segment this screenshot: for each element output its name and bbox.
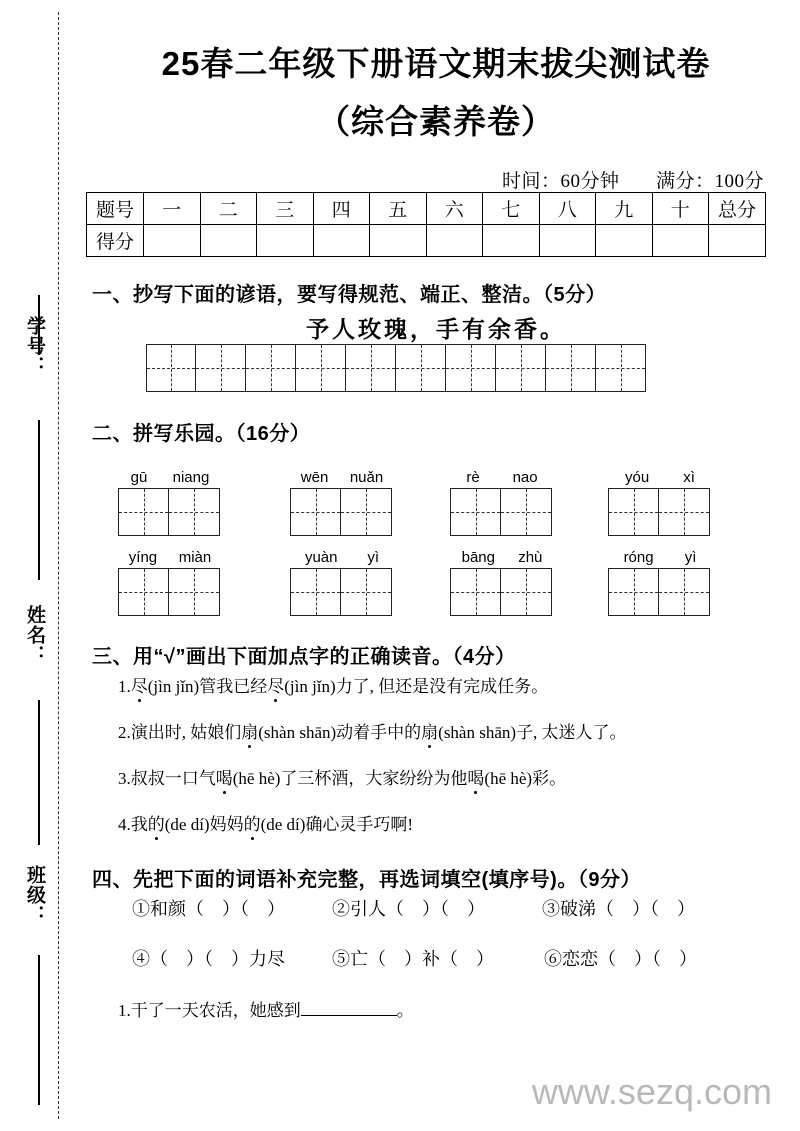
pinyin-answer-boxes[interactable] [118,568,222,616]
pinyin-label [290,549,394,566]
sentence-text: 妈妈 [209,815,244,834]
sentence-text: 叔叔一口气 [130,769,216,788]
pinyin-syllable: miàn [178,549,212,566]
pinyin-choice-options[interactable]: (jìn jǐn) [147,677,200,696]
pinyin-syllable: nuǎn [349,469,384,486]
pronunciation-item [118,764,566,789]
copy-grid-cell[interactable] [396,344,446,392]
pinyin-syllable: xì [683,469,695,486]
pinyin-word-group [450,469,554,536]
copy-grid-cell[interactable] [196,344,246,392]
sentence-text: 子, 太迷人了。 [516,723,627,742]
idiom-row [132,895,702,921]
name-label: 姓名： [24,605,45,665]
pinyin-word-group [450,549,554,616]
score-table-header-cell: 二 [200,193,257,225]
sentence-text: 。 [396,1001,414,1020]
total-score: 满分：100分 [655,171,764,192]
idiom-item[interactable]: ①和颜（ ）（ ） [132,899,285,919]
sentence-text: 演出时, 姑娘们 [130,723,242,742]
binding-margin [0,0,86,1131]
pinyin-label [450,549,554,566]
pinyin-answer-boxes[interactable] [608,568,712,616]
pinyin-grid-cell[interactable] [169,568,220,616]
pinyin-word-group [118,469,222,536]
pronunciation-item [118,672,548,697]
score-table-header-cell: 九 [596,193,653,225]
pinyin-grid-cell[interactable] [501,568,552,616]
pinyin-syllable: yì [367,549,380,566]
pinyin-grid-cell[interactable] [290,568,341,616]
copy-grid-cell[interactable] [496,344,546,392]
copy-grid-cell[interactable] [446,344,496,392]
score-table-score-cell[interactable] [709,225,766,257]
score-table-header-cell: 四 [313,193,370,225]
copy-grid-cell[interactable] [146,344,196,392]
pinyin-choice-options[interactable]: (jìn jǐn) [284,677,336,696]
score-table-row-label: 题号 [87,193,144,225]
pinyin-choice-options[interactable]: (de dí) [260,815,306,834]
pinyin-grid-cell[interactable] [450,568,501,616]
pinyin-syllable: yì [684,549,697,566]
pinyin-grid-cell[interactable] [450,488,501,536]
answer-blank[interactable] [301,1001,397,1016]
score-table-score-cell[interactable] [426,225,483,257]
copy-grid-cell[interactable] [296,344,346,392]
pinyin-choice-options[interactable]: (shàn shān) [438,723,517,742]
idiom-item[interactable]: ②引人（ ）（ ） [332,899,485,919]
score-table-header-cell: 一 [144,193,201,225]
pinyin-grid-cell[interactable] [659,488,710,536]
pronunciation-item [118,810,413,835]
pinyin-grid-cell[interactable] [501,488,552,536]
pinyin-grid-cell[interactable] [659,568,710,616]
page-subtitle: （综合素养卷） [317,103,555,140]
pinyin-word-group [290,549,394,616]
fill-blank-item [118,996,414,1021]
pinyin-syllable: niang [172,469,210,486]
item-number: 1. [118,677,131,696]
copy-grid-cell[interactable] [596,344,646,392]
sentence-text: 力了, 但还是没有完成任务。 [335,677,549,696]
item-number: 2. [118,723,131,742]
class-label: 班级： [24,865,45,925]
score-table-header-cell: 十 [652,193,709,225]
score-table [86,192,766,257]
pinyin-syllable: yíng [128,549,158,566]
item-number: 1. [118,1001,131,1020]
exam-meta [502,166,764,193]
score-table-score-cell[interactable] [144,225,201,257]
score-table-header-cell: 七 [483,193,540,225]
sentence-text: 管我已经 [199,677,268,696]
table-row [87,193,766,225]
pinyin-answer-boxes[interactable] [608,488,712,536]
item-number: 3. [118,769,131,788]
pinyin-syllable: yóu [625,469,650,486]
score-table-score-cell[interactable] [539,225,596,257]
margin-rule-2 [38,420,40,580]
pinyin-word-group [290,469,394,536]
score-table-header-cell: 六 [426,193,483,225]
sentence-text: 我 [130,815,148,834]
score-table-score-cell[interactable] [483,225,540,257]
copy-grid-cell[interactable] [246,344,296,392]
pinyin-label [608,469,712,486]
table-row [87,225,766,257]
pinyin-syllable: gū [130,469,148,486]
score-table-score-cell[interactable] [313,225,370,257]
pinyin-choice-options[interactable]: (shàn shān) [258,723,337,742]
item-number: 4. [118,815,131,834]
pinyin-label [290,469,394,486]
copy-writing-grid[interactable] [146,344,646,392]
pinyin-grid-cell[interactable] [118,488,169,536]
pinyin-syllable: yuàn [304,549,338,566]
pinyin-syllable: rè [466,469,480,486]
proverb-text: 予人玫瑰，手有余香。 [306,317,566,342]
pinyin-answer-boxes[interactable] [450,568,554,616]
pinyin-grid-cell[interactable] [608,488,659,536]
pinyin-word-group [608,469,712,536]
student-id-label: 学号： [24,316,45,376]
pinyin-choice-options[interactable]: (de dí) [164,815,210,834]
pinyin-label [118,469,222,486]
pinyin-answer-boxes[interactable] [290,488,394,536]
pinyin-grid-cell[interactable] [341,568,392,616]
score-table-row-label: 得分 [87,225,144,257]
idiom-item[interactable]: ⑥恋恋（ ）（ ） [544,949,697,969]
site-watermark: www.sezq.com [531,1071,772,1112]
margin-rule-4 [38,955,40,1105]
section-1-heading: 一、抄写下面的谚语，要写得规范、端正、整洁。（5分） [92,284,607,306]
pinyin-syllable: wēn [300,469,329,486]
marked-character: 尽 [131,672,148,697]
score-table-score-cell[interactable] [370,225,427,257]
pinyin-syllable: zhù [518,549,543,566]
idiom-item[interactable]: ③破涕（ ）（ ） [542,899,695,919]
copy-grid-cell[interactable] [546,344,596,392]
sentence-text: 干了一天农活，她感到 [130,1001,301,1020]
pinyin-answer-boxes[interactable] [450,488,554,536]
marked-character: 扇 [241,718,258,743]
pinyin-grid-cell[interactable] [341,488,392,536]
time-limit: 时间：60分钟 [501,171,620,192]
pinyin-word-group [118,549,222,616]
pinyin-grid-cell[interactable] [169,488,220,536]
margin-rule-3 [38,700,40,845]
marked-character: 喝 [467,764,484,789]
marked-character: 扇 [421,718,438,743]
marked-character: 的 [148,810,165,835]
pinyin-choice-options[interactable]: (hē hè) [232,769,281,788]
pinyin-label [450,469,554,486]
marked-character: 喝 [216,764,233,789]
pinyin-choice-options[interactable]: (hē hè) [484,769,533,788]
pinyin-answer-boxes[interactable] [118,488,222,536]
pinyin-grid-cell[interactable] [290,488,341,536]
copy-grid-cell[interactable] [346,344,396,392]
pinyin-answer-boxes[interactable] [290,568,394,616]
cut-line [58,12,59,1119]
pinyin-syllable: róng [623,549,654,566]
sentence-text: 动着手中的 [336,723,422,742]
sentence-text: 彩。 [532,769,567,788]
pinyin-syllable: nao [512,469,538,486]
pinyin-label [608,549,712,566]
score-table-score-cell[interactable] [652,225,709,257]
score-table-header-cell: 三 [257,193,314,225]
idiom-item[interactable]: ④（ ）（ ）力尽 [132,949,285,969]
section-4-heading: 四、先把下面的词语补充完整，再选词填空(填序号)。（9分） [92,869,641,891]
pinyin-grid-cell[interactable] [118,568,169,616]
score-table-header-cell: 八 [539,193,596,225]
marked-character: 的 [244,810,261,835]
pronunciation-item [118,718,627,743]
idiom-item[interactable]: ⑤亡（ ）补（ ） [332,949,494,969]
score-table-header-cell: 总分 [709,193,766,225]
idiom-row [132,945,704,971]
section-3-heading: 三、用“√”画出下面加点字的正确读音。（4分） [92,646,516,668]
pinyin-grid-cell[interactable] [608,568,659,616]
score-table-score-cell[interactable] [257,225,314,257]
page-title: 25春二年级下册语文期末拔尖测试卷 [161,45,711,82]
pinyin-word-group [608,549,712,616]
sentence-text: 了三杯酒，大家纷纷为他 [280,769,468,788]
pinyin-label [118,549,222,566]
marked-character: 尽 [267,672,284,697]
sentence-text: 确心灵手巧啊! [305,815,414,834]
score-table-score-cell[interactable] [200,225,257,257]
score-table-score-cell[interactable] [596,225,653,257]
score-table-header-cell: 五 [370,193,427,225]
section-2-heading: 二、拼写乐园。（16分） [92,423,311,445]
pinyin-syllable: bāng [461,549,495,566]
